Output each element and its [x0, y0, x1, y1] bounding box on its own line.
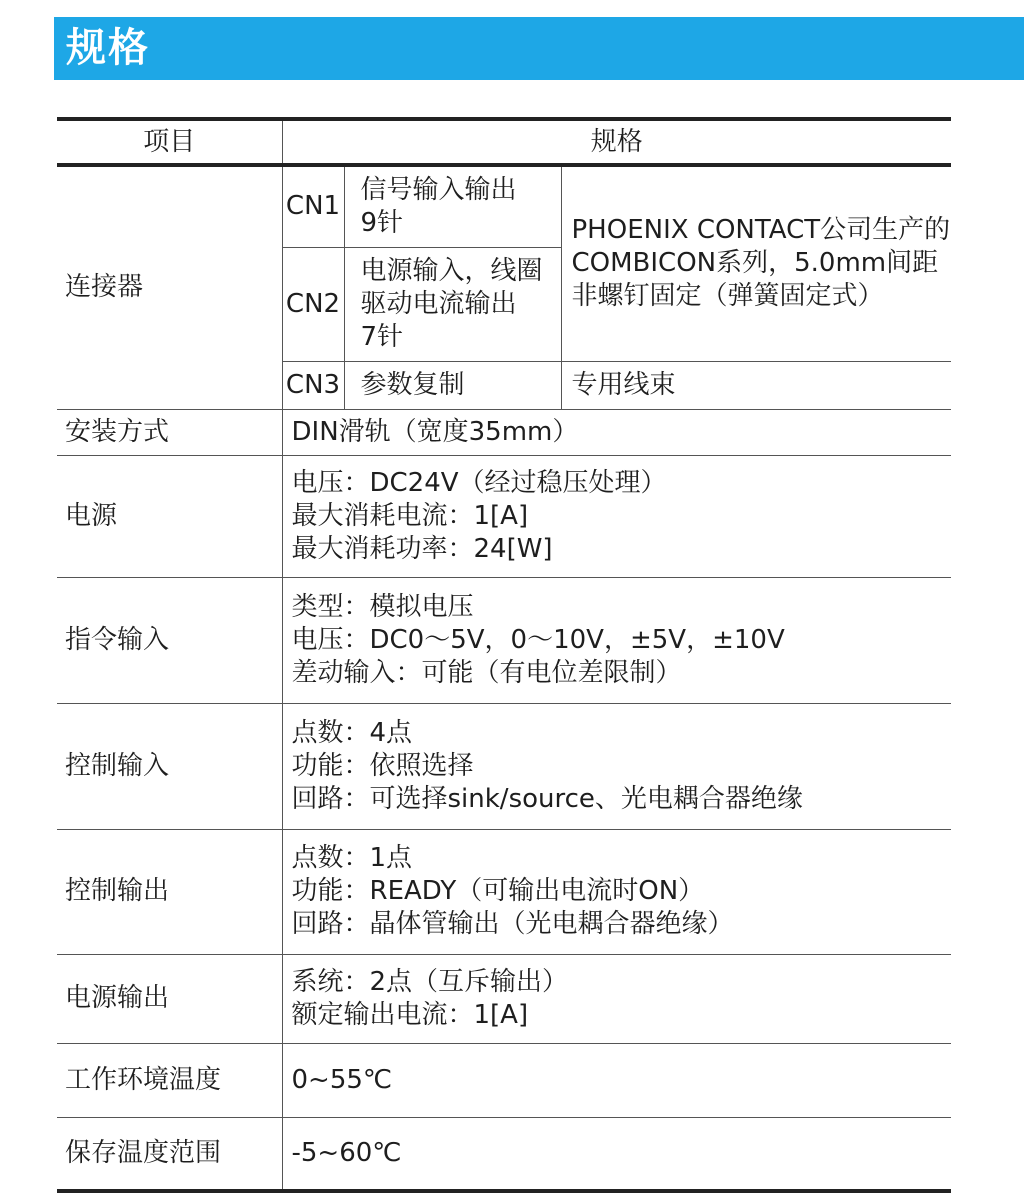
table-row [57, 1117, 951, 1191]
header-item: 项目 [57, 119, 282, 165]
row-label: 电源 [57, 455, 282, 577]
row-value: 电压：DC24V（经过稳压处理） 最大消耗电流：1[A] 最大消耗功率：24[W] [282, 455, 951, 577]
header-spec: 规格 [282, 119, 951, 165]
row-value: 点数：4点 功能：依照选择 回路：可选择sink/source、光电耦合器绝缘 [282, 703, 951, 829]
connector-name: CN3 [282, 361, 344, 409]
row-label: 电源输出 [57, 954, 282, 1043]
connector-name: CN1 [282, 165, 344, 247]
table-row [57, 455, 951, 577]
spec-table [57, 117, 951, 1193]
row-value: DIN滑轨（宽度35mm） [282, 409, 951, 455]
row-label: 指令输入 [57, 577, 282, 703]
table-row [57, 703, 951, 829]
table-row [57, 165, 951, 247]
table-row [57, 829, 951, 954]
table-header-row [57, 119, 951, 165]
row-label: 控制输出 [57, 829, 282, 954]
row-value: 类型：模拟电压 电压：DC0～5V，0～10V，±5V，±10V 差动输入：可能（有电位差限制） [282, 577, 951, 703]
row-label: 连接器 [57, 165, 282, 409]
connector-name: CN2 [282, 247, 344, 361]
row-label: 保存温度范围 [57, 1117, 282, 1191]
row-value: 系统：2点（互斥输出） 额定输出电流：1[A] [282, 954, 951, 1043]
connector-desc: 电源输入，线圈 驱动电流输出 7针 [344, 247, 561, 361]
connector-spec: PHOENIX CONTACT公司生产的 COMBICON系列，5.0mm间距 非螺钉固定（弹簧固定式） [561, 165, 951, 361]
table-row [57, 409, 951, 455]
connector-desc: 参数复制 [344, 361, 561, 409]
row-value: -5~60℃ [282, 1117, 951, 1191]
row-value: 点数：1点 功能：READY（可输出电流时ON） 回路：晶体管输出（光电耦合器绝缘） [282, 829, 951, 954]
table-row [57, 954, 951, 1043]
row-label: 控制输入 [57, 703, 282, 829]
connector-desc: 信号输入输出 9针 [344, 165, 561, 247]
row-value: 0~55℃ [282, 1043, 951, 1117]
table-row [57, 1043, 951, 1117]
section-title: 规格 [66, 25, 150, 71]
table-row [57, 577, 951, 703]
row-label: 工作环境温度 [57, 1043, 282, 1117]
connector-spec: 专用线束 [561, 361, 951, 409]
row-label: 安装方式 [57, 409, 282, 455]
section-banner [54, 17, 1024, 80]
